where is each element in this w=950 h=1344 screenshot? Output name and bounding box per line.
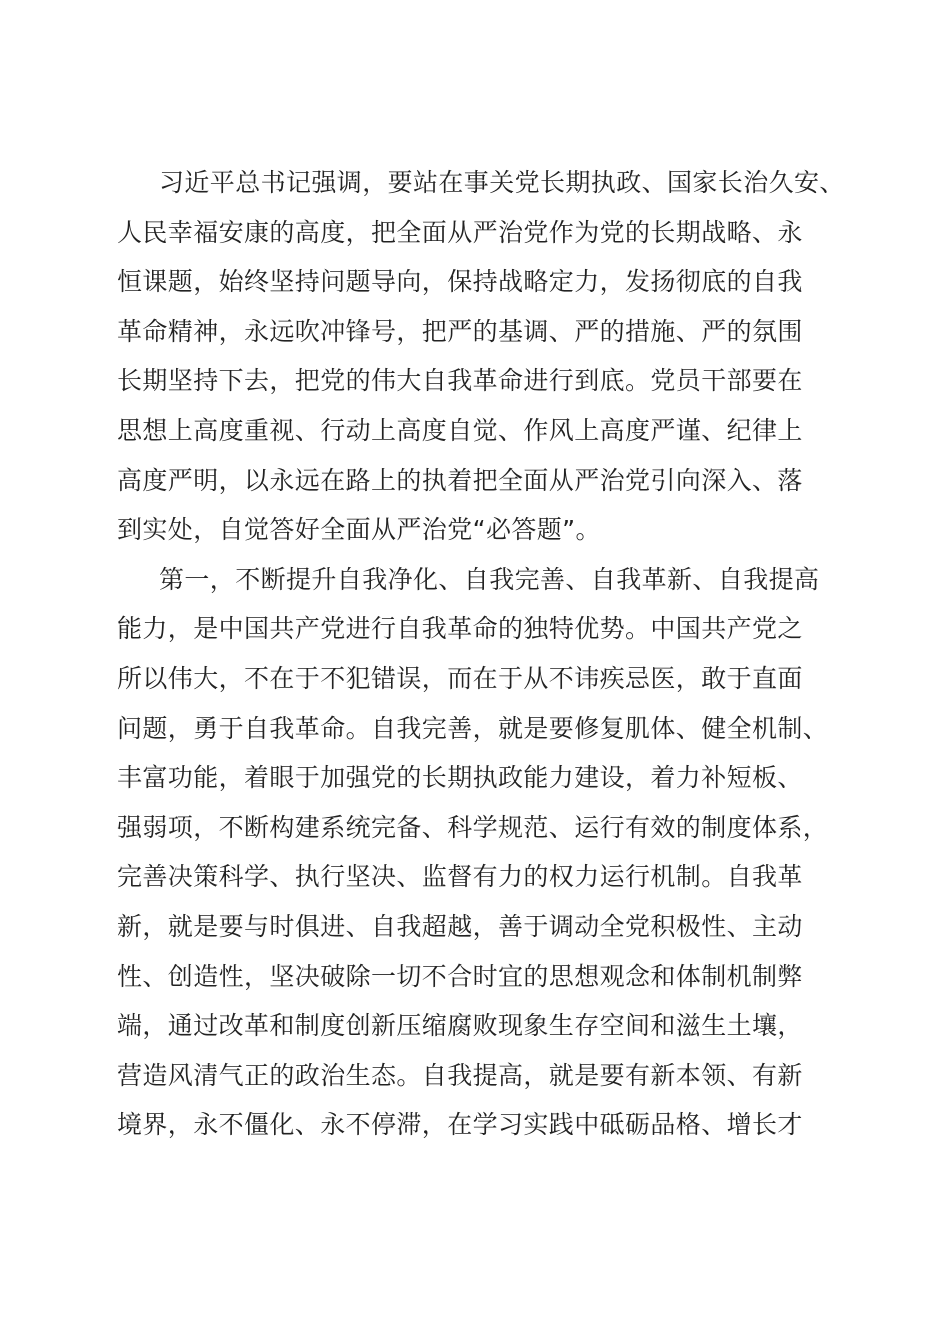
paragraph-1 [117, 158, 845, 555]
paragraph-line: 完善决策科学、执行坚决、监督有力的权力运行机制。自我革 [117, 862, 803, 892]
paragraph-line: 革命精神，永远吹冲锋号，把严的基调、严的措施、严的氛围 [117, 316, 803, 346]
paragraph-line: 到实处，自觉答好全面从严治党“必答题”。 [117, 515, 601, 545]
paragraph-line: 长期坚持下去，把党的伟大自我革命进行到底。党员干部要在 [117, 366, 803, 396]
paragraph-line: 习近平总书记强调，要站在事关党长期执政、国家长治久安、 [159, 168, 845, 197]
paragraph-line: 强弱项，不断构建系统完备、科学规范、运行有效的制度体系， [117, 812, 829, 842]
paragraph-line: 营造风清气正的政治生态。自我提高，就是要有新本领、有新 [117, 1060, 803, 1090]
paragraph-line: 丰富功能，着眼于加强党的长期执政能力建设，着力补短板、 [117, 763, 803, 793]
paragraph-line: 性、创造性，坚决破除一切不合时宜的思想观念和体制机制弊 [117, 961, 803, 991]
paragraph-line: 能力，是中国共产党进行自我革命的独特优势。中国共产党之 [117, 614, 803, 644]
paragraph-line: 问题，勇于自我革命。自我完善，就是要修复肌体、健全机制、 [117, 713, 829, 743]
paragraph-line: 所以伟大，不在于不犯错误，而在于从不讳疾忌医，敢于直面 [117, 663, 803, 693]
paragraph-line: 人民幸福安康的高度，把全面从严治党作为党的长期战略、永 [117, 217, 803, 247]
paragraph-line: 第一，不断提升自我净化、自我完善、自我革新、自我提高 [159, 564, 820, 594]
paragraph-line: 恒课题，始终坚持问题导向，保持战略定力，发扬彻底的自我 [117, 267, 803, 297]
paragraph-line: 境界，永不僵化、永不停滞，在学习实践中砥砺品格、增长才 [117, 1110, 803, 1140]
paragraph-2 [117, 555, 833, 1150]
paragraph-line: 高度严明，以永远在路上的执着把全面从严治党引向深入、落 [117, 465, 803, 495]
paragraph-line: 新，就是要与时俱进、自我超越，善于调动全党积极性、主动 [117, 911, 803, 941]
paragraph-line: 思想上高度重视、行动上高度自觉、作风上高度严谨、纪律上 [117, 415, 803, 445]
paragraph-line: 端，通过改革和制度创新压缩腐败现象生存空间和滋生土壤， [117, 1011, 803, 1041]
document-body [117, 158, 845, 1150]
